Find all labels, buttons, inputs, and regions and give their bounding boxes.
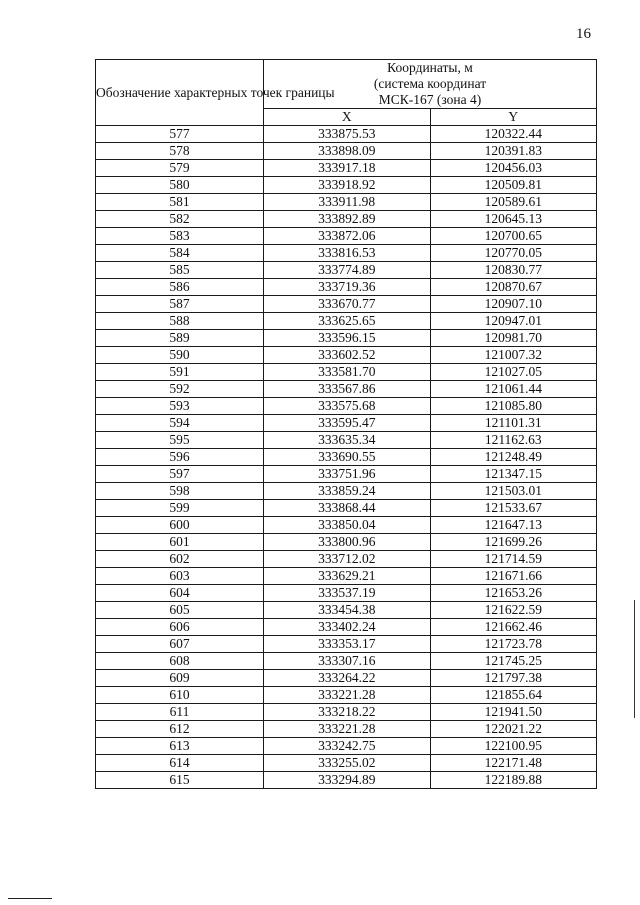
x-coordinate-cell: 333892.89 [264,211,431,228]
x-coordinate-cell: 333242.75 [264,738,431,755]
y-coordinate-cell: 121745.25 [430,653,597,670]
table-row [96,245,597,262]
point-number-cell: 579 [96,160,264,177]
footnote-rule [8,898,52,899]
page-number: 16 [576,26,591,42]
x-coordinate-cell: 333218.22 [264,704,431,721]
point-number-cell: 604 [96,585,264,602]
y-coordinate-cell: 120509.81 [430,177,597,194]
y-coordinate-cell: 121653.26 [430,585,597,602]
x-coordinate-cell: 333581.70 [264,364,431,381]
y-coordinate-cell: 121662.46 [430,619,597,636]
point-number-cell: 598 [96,483,264,500]
y-coordinate-cell: 120907.10 [430,296,597,313]
y-coordinate-cell: 122189.88 [430,772,597,789]
coordinates-column-header [264,60,597,109]
point-number-cell: 597 [96,466,264,483]
y-coordinate-cell: 120770.05 [430,245,597,262]
y-coordinate-cell: 122171.48 [430,755,597,772]
y-coordinate-cell: 121647.13 [430,517,597,534]
point-number-cell: 611 [96,704,264,721]
point-number-cell: 577 [96,126,264,143]
table-row [96,398,597,415]
table-row [96,126,597,143]
y-coordinate-cell: 120322.44 [430,126,597,143]
point-number-cell: 605 [96,602,264,619]
point-number-cell: 610 [96,687,264,704]
point-number-cell: 583 [96,228,264,245]
x-coordinate-cell: 333816.53 [264,245,431,262]
table-row [96,313,597,330]
x-coordinate-cell: 333255.02 [264,755,431,772]
point-number-cell: 594 [96,415,264,432]
point-number-cell: 600 [96,517,264,534]
y-column-header: Y [430,109,597,126]
x-coordinate-cell: 333774.89 [264,262,431,279]
table-row [96,636,597,653]
y-coordinate-cell: 121347.15 [430,466,597,483]
y-coordinate-cell: 122021.22 [430,721,597,738]
point-number-cell: 589 [96,330,264,347]
point-number-cell: 582 [96,211,264,228]
y-coordinate-cell: 120981.70 [430,330,597,347]
table-row [96,568,597,585]
y-coordinate-cell: 121671.66 [430,568,597,585]
table-row [96,772,597,789]
boundary-coordinates-table [95,59,597,789]
x-coordinate-cell: 333596.15 [264,330,431,347]
y-coordinate-cell: 120589.61 [430,194,597,211]
x-coordinate-cell: 333307.16 [264,653,431,670]
table-row [96,364,597,381]
x-coordinate-cell: 333221.28 [264,721,431,738]
x-coordinate-cell: 333537.19 [264,585,431,602]
y-coordinate-cell: 121027.05 [430,364,597,381]
x-coordinate-cell: 333751.96 [264,466,431,483]
table-row [96,585,597,602]
x-coordinate-cell: 333602.52 [264,347,431,364]
point-number-cell: 587 [96,296,264,313]
table-row [96,143,597,160]
table-row [96,721,597,738]
point-number-cell: 612 [96,721,264,738]
point-number-cell: 607 [96,636,264,653]
y-coordinate-cell: 121622.59 [430,602,597,619]
x-coordinate-cell: 333859.24 [264,483,431,500]
table-row [96,279,597,296]
table-row [96,415,597,432]
y-coordinate-cell: 121855.64 [430,687,597,704]
y-coordinate-cell: 120456.03 [430,160,597,177]
y-coordinate-cell: 120700.65 [430,228,597,245]
point-number-cell: 606 [96,619,264,636]
x-coordinate-cell: 333221.28 [264,687,431,704]
x-coordinate-cell: 333575.68 [264,398,431,415]
y-coordinate-cell: 121503.01 [430,483,597,500]
table-row [96,619,597,636]
table-row [96,653,597,670]
table-row [96,228,597,245]
table-row [96,670,597,687]
x-coordinate-cell: 333712.02 [264,551,431,568]
y-coordinate-cell: 122100.95 [430,738,597,755]
x-coordinate-cell: 333690.55 [264,449,431,466]
point-number-cell: 592 [96,381,264,398]
y-coordinate-cell: 121085.80 [430,398,597,415]
y-coordinate-cell: 121797.38 [430,670,597,687]
x-coordinate-cell: 333402.24 [264,619,431,636]
point-number-cell: 591 [96,364,264,381]
y-coordinate-cell: 121714.59 [430,551,597,568]
table-row [96,738,597,755]
y-coordinate-cell: 121162.63 [430,432,597,449]
point-number-cell: 593 [96,398,264,415]
y-coordinate-cell: 121007.32 [430,347,597,364]
coordinate-system-line: (система координат [373,76,487,91]
x-coordinate-cell: 333911.98 [264,194,431,211]
table-row [96,211,597,228]
x-coordinate-cell: 333294.89 [264,772,431,789]
x-coordinate-cell: 333670.77 [264,296,431,313]
point-number-cell: 596 [96,449,264,466]
x-coordinate-cell: 333625.65 [264,313,431,330]
x-coordinate-cell: 333868.44 [264,500,431,517]
table-row [96,262,597,279]
y-coordinate-cell: 120645.13 [430,211,597,228]
y-coordinate-cell: 120830.77 [430,262,597,279]
point-number-cell: 602 [96,551,264,568]
y-coordinate-cell: 121723.78 [430,636,597,653]
table-row [96,704,597,721]
point-number-cell: 580 [96,177,264,194]
table-row [96,330,597,347]
point-number-cell: 601 [96,534,264,551]
table-row [96,432,597,449]
point-number-cell: 608 [96,653,264,670]
point-number-cell: 603 [96,568,264,585]
y-coordinate-cell: 120870.67 [430,279,597,296]
table-row [96,483,597,500]
x-coordinate-cell: 333800.96 [264,534,431,551]
y-coordinate-cell: 121248.49 [430,449,597,466]
point-number-cell: 588 [96,313,264,330]
designation-column-header: Обозначение характерных точек границы [96,60,264,126]
x-coordinate-cell: 333719.36 [264,279,431,296]
x-coordinate-cell: 333850.04 [264,517,431,534]
table-row [96,534,597,551]
x-coordinate-cell: 333454.38 [264,602,431,619]
point-number-cell: 585 [96,262,264,279]
x-coordinate-cell: 333898.09 [264,143,431,160]
x-coordinate-cell: 333875.53 [264,126,431,143]
x-coordinate-cell: 333629.21 [264,568,431,585]
point-number-cell: 609 [96,670,264,687]
table-row [96,551,597,568]
x-coordinate-cell: 333635.34 [264,432,431,449]
point-number-cell: 613 [96,738,264,755]
table-row [96,194,597,211]
x-coordinate-cell: 333917.18 [264,160,431,177]
table-row [96,602,597,619]
y-coordinate-cell: 120947.01 [430,313,597,330]
point-number-cell: 595 [96,432,264,449]
table-body [96,126,597,789]
table-row [96,160,597,177]
table-row [96,517,597,534]
table-row [96,500,597,517]
y-coordinate-cell: 121533.67 [430,500,597,517]
y-coordinate-cell: 121941.50 [430,704,597,721]
coordinates-title-line: Координаты, м [387,60,473,75]
coordinate-zone-line: МСК-167 (зона 4) [378,92,482,107]
point-number-cell: 578 [96,143,264,160]
x-coordinate-cell: 333353.17 [264,636,431,653]
point-number-cell: 586 [96,279,264,296]
x-coordinate-cell: 333567.86 [264,381,431,398]
table-row [96,687,597,704]
table-row [96,296,597,313]
y-coordinate-cell: 121101.31 [430,415,597,432]
table-row [96,347,597,364]
y-coordinate-cell: 121699.26 [430,534,597,551]
table-row [96,177,597,194]
x-coordinate-cell: 333264.22 [264,670,431,687]
point-number-cell: 615 [96,772,264,789]
x-coordinate-cell: 333595.47 [264,415,431,432]
x-column-header: X [264,109,431,126]
point-number-cell: 590 [96,347,264,364]
y-coordinate-cell: 120391.83 [430,143,597,160]
x-coordinate-cell: 333918.92 [264,177,431,194]
point-number-cell: 599 [96,500,264,517]
point-number-cell: 584 [96,245,264,262]
x-coordinate-cell: 333872.06 [264,228,431,245]
y-coordinate-cell: 121061.44 [430,381,597,398]
table-header [96,60,597,126]
margin-mark [634,600,635,718]
table-row [96,755,597,772]
table-row [96,466,597,483]
table-row [96,449,597,466]
point-number-cell: 614 [96,755,264,772]
point-number-cell: 581 [96,194,264,211]
table-row [96,381,597,398]
